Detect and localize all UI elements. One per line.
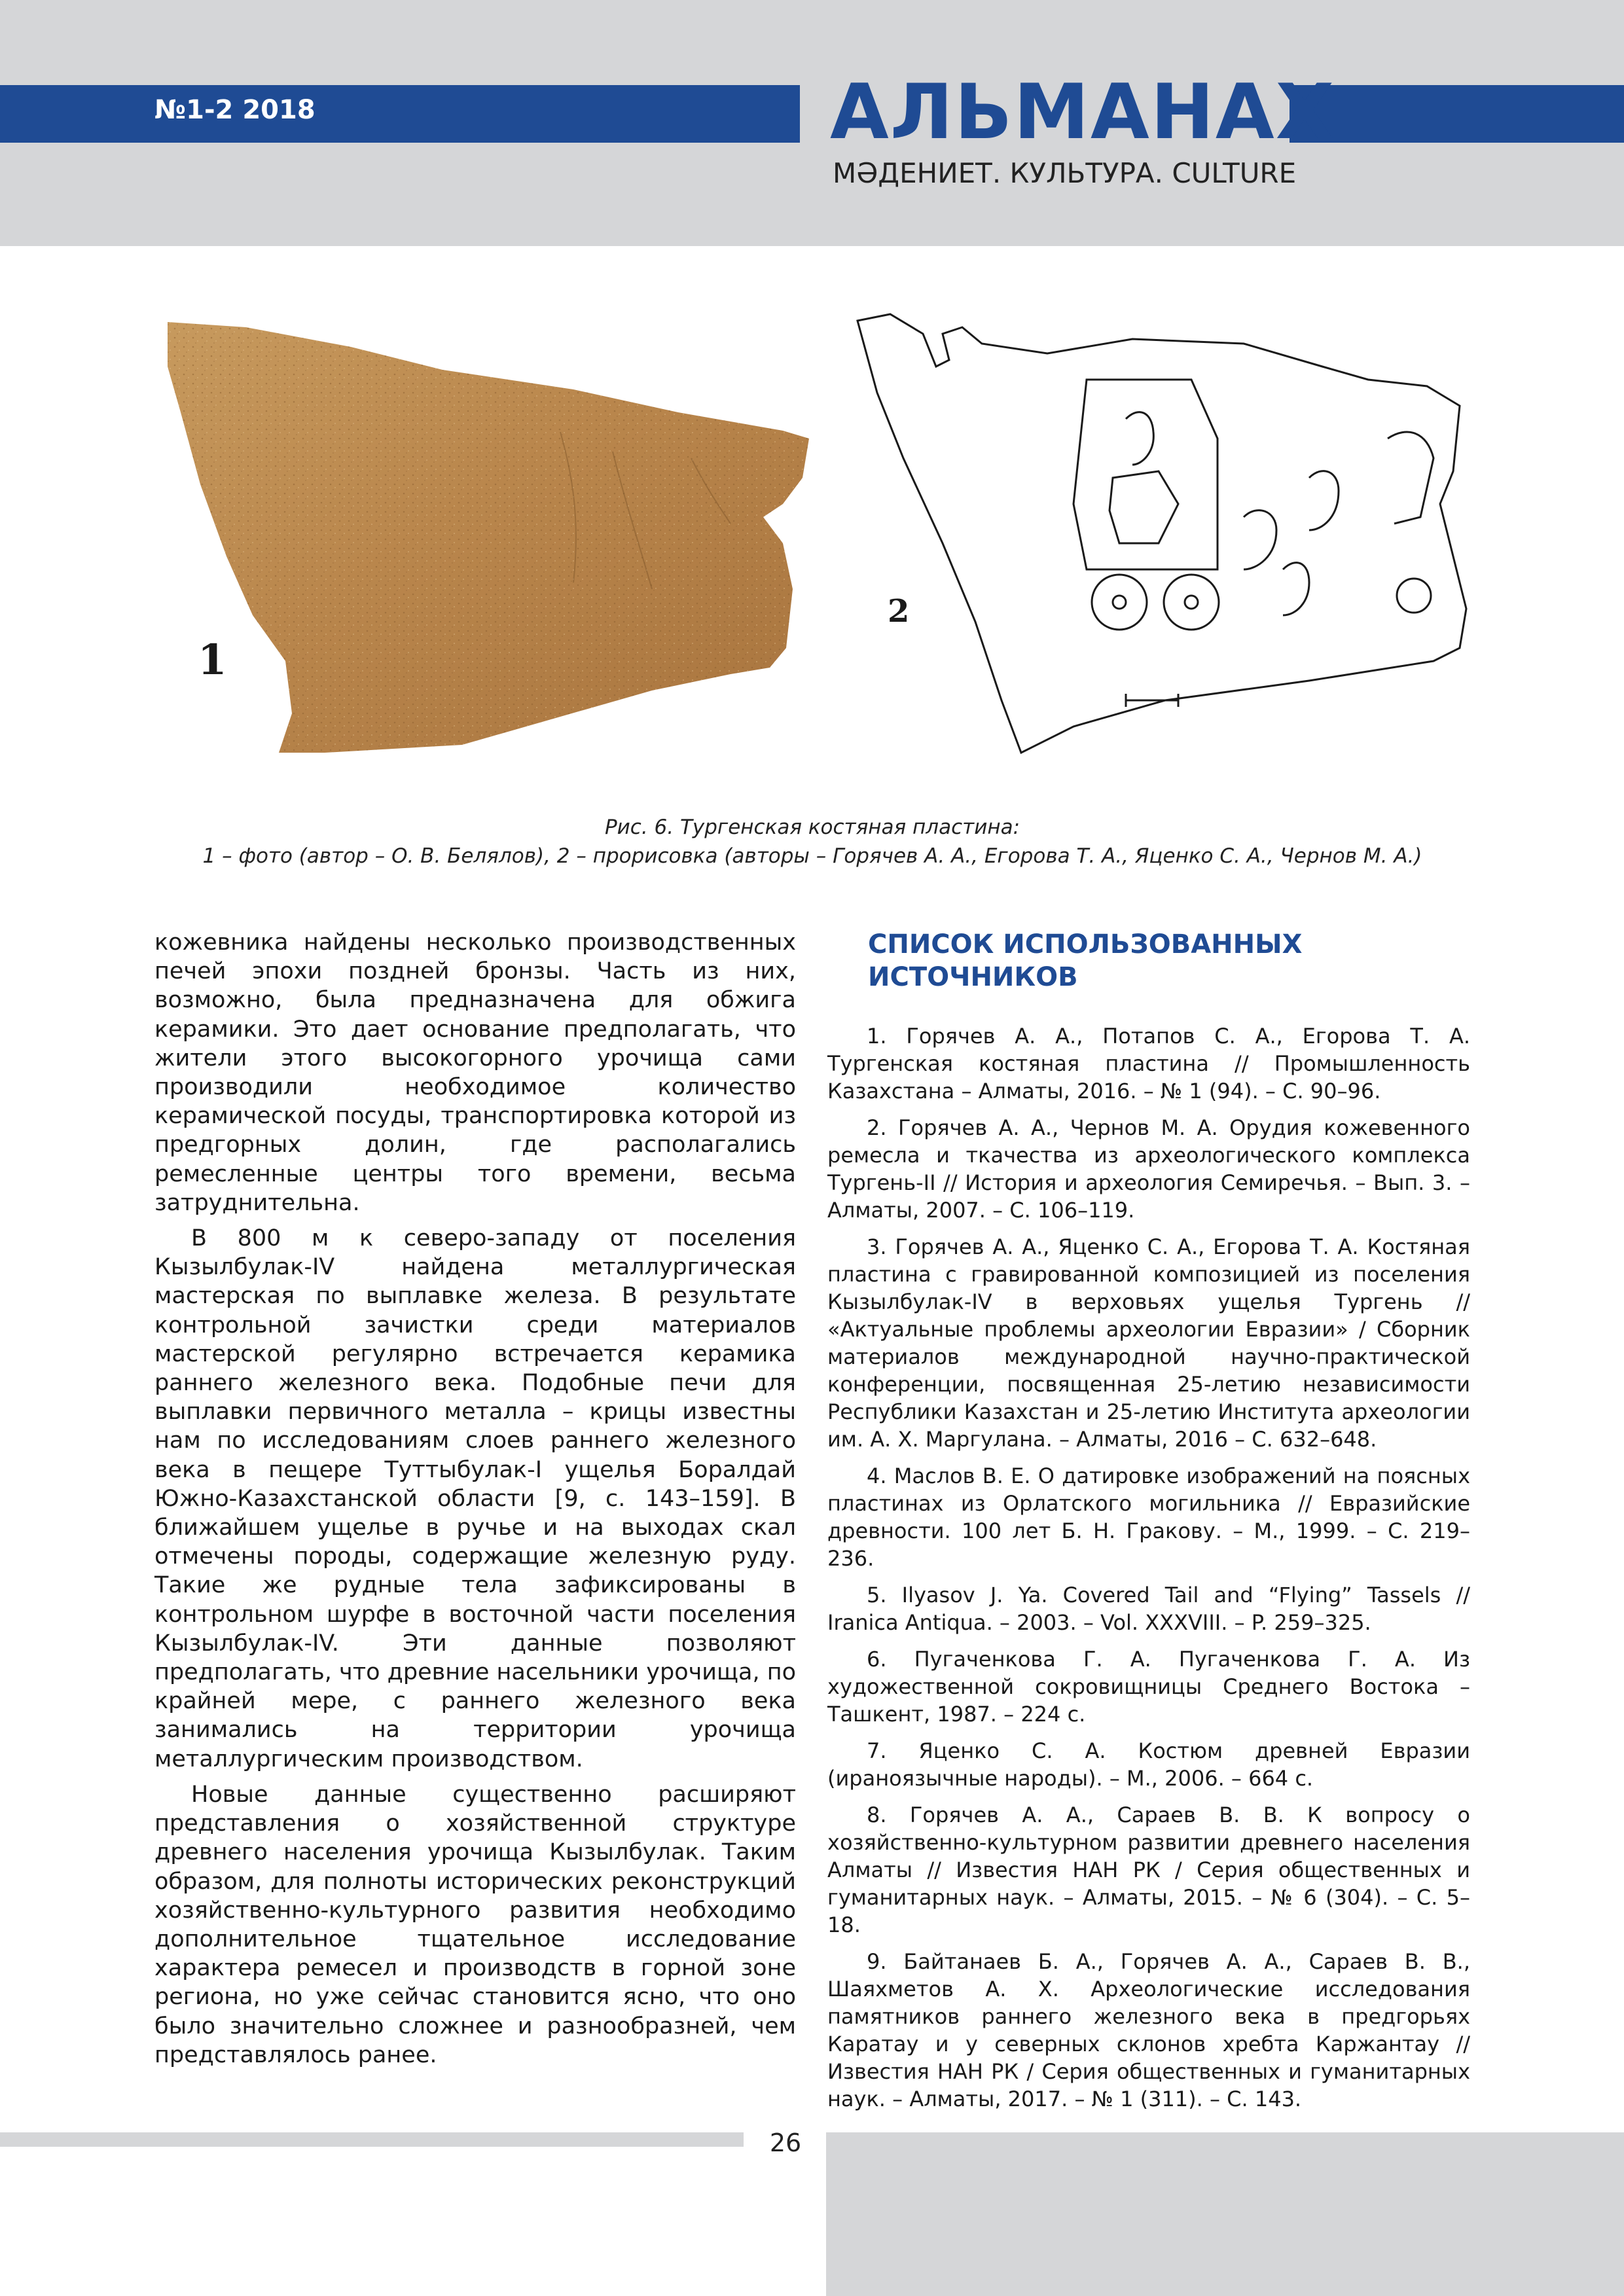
header-band-left: [0, 85, 800, 143]
caption-line-2: 1 – фото (автор – О. В. Белялов), 2 – прорисовка (авторы – Горячев А. А., Егорова Т. А., Яценко С. А., Чернов М. А.): [202, 844, 1422, 868]
journal-subtitle: МӘДЕНИЕТ. КУЛЬТУРА. CULTURE: [833, 157, 1297, 189]
reference-item: 5. Ilyasov J. Ya. Covered Tail and “Flying” Tassels // Iranica Antiqua. – 2003. – Vol. XXXVIII. – P. 259–325.: [827, 1583, 1470, 1635]
body-text-column: [154, 928, 796, 2076]
reference-item: 7. Яценко С. А. Костюм древней Евразии (ираноязычные народы). – М., 2006. – 664 с.: [827, 1738, 1470, 1791]
references-heading: СПИСОК ИСПОЛЬЗОВАННЫХ ИСТОЧНИКОВ: [868, 929, 1303, 992]
reference-item: 8. Горячев А. А., Сараев В. В. К вопросу о хозяйственно-культурном развитии древнего населения Алматы // Известия НАН РК / Серия общественных и гуманитарных наук. – Алматы, 2015. – № 6 (304). – С. 5–18.: [827, 1803, 1470, 1937]
reference-item: 9. Байтанаев Б. А., Горячев А. А., Сараев В. В., Шаяхметов А. Х. Археологические исследования памятников раннего железного века в предгорьях Каратау и у северных склонов хребта Каржантау // Известия НАН РК / Серия общественных и гуманитарных наук. – Алматы, 2017. – № 1 (311). – С. 143.: [827, 1949, 1470, 2111]
figure-label-1: 1: [198, 636, 227, 685]
figure-label-2: 2: [888, 593, 910, 630]
figure-caption: [154, 813, 1470, 870]
reference-item: 1. Горячев А. А., Потапов С. А., Егорова Т. А. Тургенская костяная пластина // Промышленность Казахстана – Алматы, 2016. – № 1 (94). – С. 90–96.: [827, 1024, 1470, 1103]
body-paragraph: Новые данные существенно расширяют представления о хозяйственной структуре древнего населения урочища Кызылбулак. Таким образом, для полноты исторических реконструкций хозяйственно-культурного развития необходимо дополнительное тщательное исследование характера ремесел и производств в горной зоне региона, но уже сейчас становится ясно, что оно было значительно сложнее и разнообразней, чем представлялось ранее.: [154, 1781, 796, 2068]
issue-number: №1-2 2018: [154, 95, 316, 125]
figure-drawing: [851, 308, 1479, 766]
references-list: [827, 1022, 1470, 2122]
body-paragraph: В 800 м к северо-западу от поселения Кызылбулак-IV найдена металлургическая мастерская по выплавке железа. В результате контрольной зачистки среди материалов мастерской регулярно встречается керамика раннего железного века. Подобные печи для выплавки первичного металла – крицы известны нам по исследованиям слоев раннего железного века в пещере Туттыбулак-I ущелья Боралдай Южно-Казахстанской области [9, с. 143–159]. В ближайшем ущелье в ручье и на выходах скал отмечены породы, содержащие железную руду. Такие же рудные тела зафиксированы в контрольном шурфе в восточной части поселения Кызылбулак-IV. Эти данные позволяют предполагать, что древние насельники урочища, по крайней мере, с раннего железного века занимались на территории урочища металлургическим производством.: [154, 1225, 796, 1772]
header-band-right: [1290, 85, 1624, 143]
reference-item: 6. Пугаченкова Г. А. Пугаченкова Г. А. Из художественной сокровищницы Среднего Востока – Ташкент, 1987. – 224 с.: [827, 1647, 1470, 1727]
reference-item: 4. Маслов В. Е. О датировке изображений на поясных пластинах из Орлатского могильника // Евразийские древности. 100 лет Б. Н. Гракову. – М., 1999. – С. 219–236.: [827, 1463, 1470, 1571]
figure-photo: [154, 308, 837, 753]
caption-line-1: Рис. 6. Тургенская костяная пластина:: [604, 816, 1020, 839]
reference-item: 2. Горячев А. А., Чернов М. А. Орудия кожевенного ремесла и ткачества из археологического комплекса Тургень-II // История и археология Семиречья. – Вып. 3. – Алматы, 2007. – С. 106–119.: [827, 1115, 1470, 1223]
footer-bar: [0, 2132, 744, 2147]
reference-item: 3. Горячев А. А., Яценко С. А., Егорова Т. А. Костяная пластина с гравированной композицией из поселения Кызылбулак-IV в верховьях ущелья Тургень // «Актуальные проблемы археологии Евразии» / Сборник материалов международной научно-практической конференции, посвященная 25-летию независимости Республики Казахстан и 25-летию Института археологии им. А. Х. Маргулана. – Алматы, 2016 – С. 632–648.: [827, 1234, 1470, 1452]
journal-title: АЛЬМАНАХ: [830, 68, 1336, 156]
page-number: 26: [769, 2128, 802, 2157]
body-paragraph: кожевника найдены несколько производственных печей эпохи поздней бронзы. Часть из них, возможно, была предназначена для обжига керамики. Это дает основание предполагать, что жители этого высокогорного урочища сами производили необходимое количество керамической посуды, транспортировка которой из предгорных долин, где располагались ремесленные центры того времени, весьма затруднительна.: [154, 929, 796, 1216]
footer-block: [826, 2132, 1624, 2296]
